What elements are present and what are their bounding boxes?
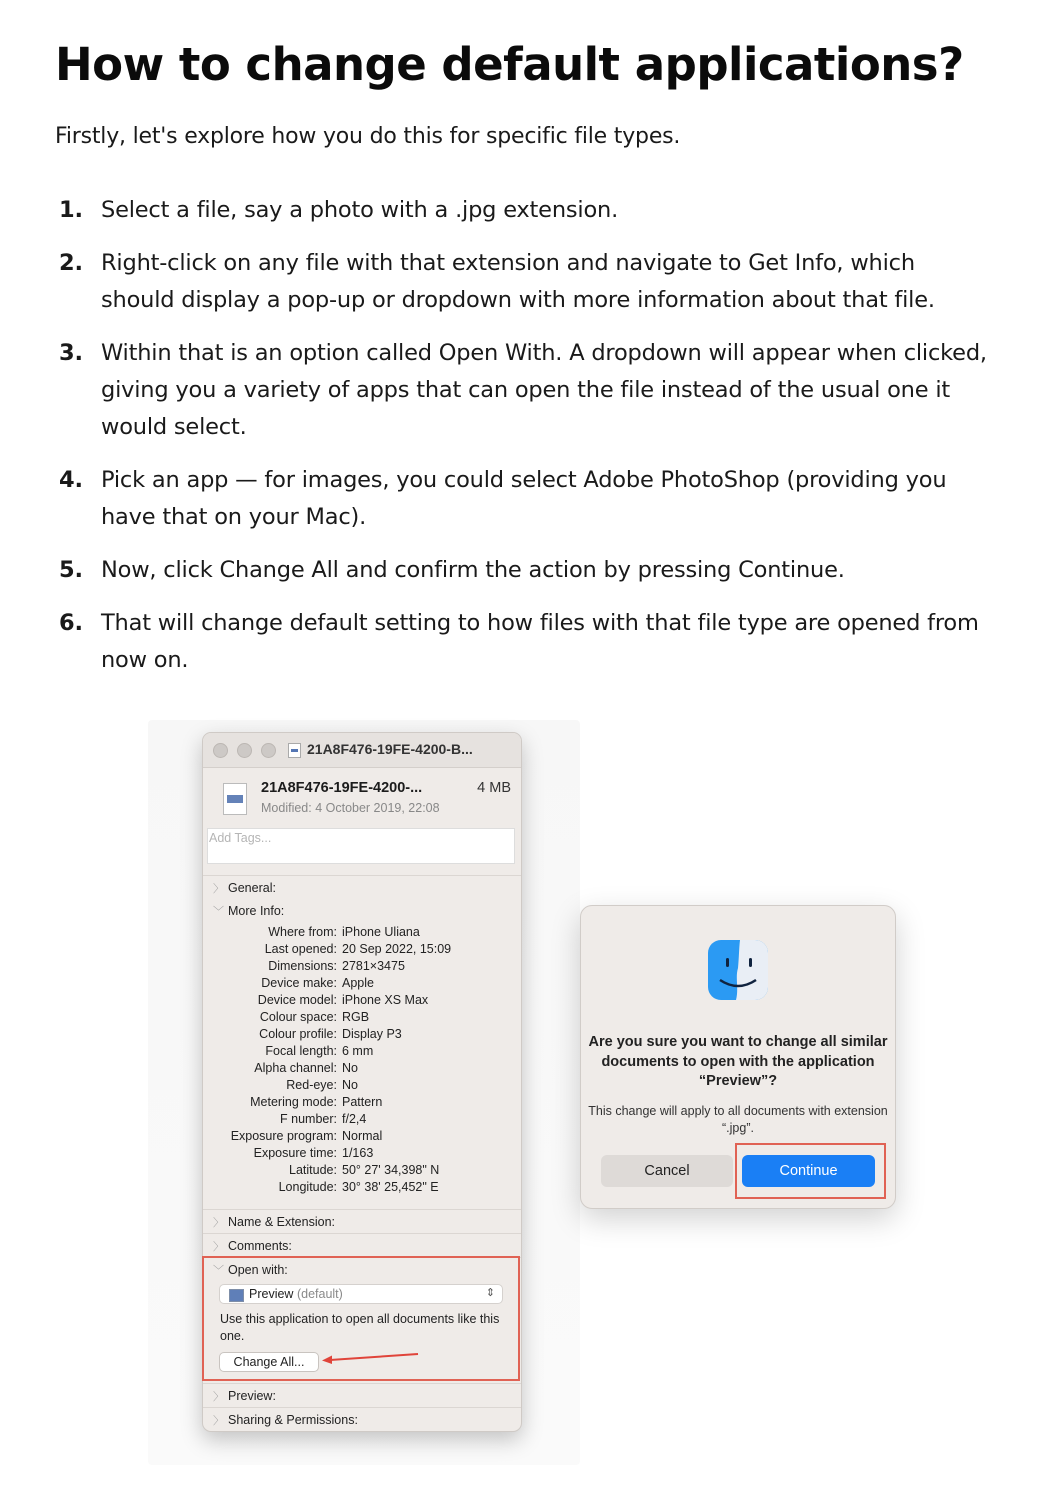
section-preview[interactable]: 〉 Preview: — [203, 1383, 521, 1408]
page-title: How to change default applications? — [55, 38, 964, 91]
intro-text: Firstly, let's explore how you do this for specific file types. — [55, 124, 681, 149]
detail-row: Dimensions: 2781×3475 — [268, 959, 405, 973]
detail-row: Device make: Apple — [261, 976, 374, 990]
chevron-right-icon: 〉 — [213, 883, 224, 895]
step-text: Select a file, say a photo with a .jpg extension. — [101, 197, 619, 223]
list-item — [55, 462, 990, 536]
detail-row: F number: f/2,4 — [280, 1112, 367, 1126]
list-item — [55, 192, 990, 229]
list-item — [55, 552, 990, 589]
file-size: 4 MB — [477, 780, 511, 796]
updown-chevron-icon: ⇕ — [485, 1287, 495, 1299]
step-text: Within that is an option called Open With. A dropdown will appear when clicked, giving you a variety of apps that can open the file instead of the usual one it would select. — [101, 340, 987, 440]
detail-row: Red-eye: No — [286, 1078, 358, 1092]
tags-input[interactable]: Add Tags... — [207, 828, 515, 864]
detail-row: Longitude: 30° 38' 25,452" E — [278, 1180, 439, 1194]
section-sharing-permissions[interactable]: 〉 Sharing & Permissions: — [203, 1407, 521, 1432]
finder-icon — [706, 938, 770, 1002]
section-name-extension[interactable]: 〉 Name & Extension: — [203, 1209, 521, 1234]
section-general[interactable]: 〉 General: — [203, 875, 521, 900]
chevron-right-icon: 〉 — [213, 1241, 224, 1253]
close-window-button[interactable] — [213, 743, 228, 758]
detail-row: Latitude: 50° 27' 34,398" N — [289, 1163, 440, 1177]
section-more-info[interactable]: ﹀ More Info: — [213, 904, 285, 918]
detail-row: Exposure program: Normal — [230, 1129, 383, 1143]
document-icon — [288, 743, 301, 758]
detail-row: Colour profile: Display P3 — [259, 1027, 402, 1041]
list-item — [55, 245, 990, 319]
open-with-default: (default) — [296, 1287, 343, 1301]
chevron-right-icon: 〉 — [213, 1217, 224, 1229]
section-open-with[interactable]: ﹀ Open with: — [203, 1257, 521, 1282]
continue-button[interactable]: Continue — [742, 1155, 875, 1187]
chevron-down-icon: ﹀ — [213, 906, 224, 918]
file-name: 21A8F476-19FE-4200-... — [261, 780, 423, 796]
steps-list — [55, 192, 990, 695]
arrow-annotation — [318, 1348, 422, 1366]
step-number: 4. — [59, 467, 83, 493]
dialog-message: This change will apply to all documents with extension “.jpg”. — [588, 1104, 888, 1135]
chevron-right-icon: 〉 — [213, 1391, 224, 1403]
cancel-button[interactable]: Cancel — [601, 1155, 733, 1187]
detail-row: Exposure time: 1/163 — [253, 1146, 374, 1160]
chevron-down-icon: ﹀ — [213, 1265, 224, 1277]
minimize-window-button[interactable] — [237, 743, 252, 758]
open-with-app: Preview — [249, 1287, 294, 1301]
detail-row: Alpha channel: No — [254, 1061, 358, 1075]
title-bar — [203, 733, 521, 768]
open-with-description: Use this application to open all documents like this one. — [220, 1312, 500, 1343]
section-comments[interactable]: 〉 Comments: — [203, 1233, 521, 1258]
step-number: 3. — [59, 340, 83, 366]
detail-row: Where from: iPhone Uliana — [268, 925, 420, 939]
window-title: 21A8F476-19FE-4200-B... — [307, 741, 473, 757]
list-item — [55, 335, 990, 446]
step-number: 2. — [59, 250, 83, 276]
step-number: 5. — [59, 557, 83, 583]
image-file-icon — [223, 783, 247, 815]
list-item — [55, 605, 990, 679]
step-text: Right-click on any file with that extension and navigate to Get Info, which should display a pop-up or dropdown with more information about that file. — [101, 250, 935, 313]
step-text: Pick an app — for images, you could select Adobe PhotoShop (providing you have that on your Mac). — [101, 467, 947, 530]
chevron-right-icon: 〉 — [213, 1415, 224, 1427]
step-number: 6. — [59, 610, 83, 636]
more-info-details — [203, 925, 521, 1197]
detail-row: Last opened: 20 Sep 2022, 15:09 — [264, 942, 452, 956]
detail-row: Device model: iPhone XS Max — [257, 993, 429, 1007]
detail-row: Colour space: RGB — [259, 1010, 370, 1024]
continue-highlight — [735, 1143, 886, 1199]
zoom-window-button[interactable] — [261, 743, 276, 758]
detail-row: Metering mode: Pattern — [250, 1095, 383, 1109]
change-all-button[interactable]: Change All... — [219, 1352, 319, 1372]
step-number: 1. — [59, 197, 83, 223]
step-text: Now, click Change All and confirm the action by pressing Continue. — [101, 557, 845, 583]
dialog-title: Are you sure you want to change all similar documents to open with the application “Preview”? — [588, 1034, 888, 1089]
detail-row: Focal length: 6 mm — [265, 1044, 374, 1058]
modified-date: Modified: 4 October 2019, 22:08 — [261, 801, 440, 815]
step-text: That will change default setting to how files with that file type are opened from now on. — [101, 610, 979, 673]
